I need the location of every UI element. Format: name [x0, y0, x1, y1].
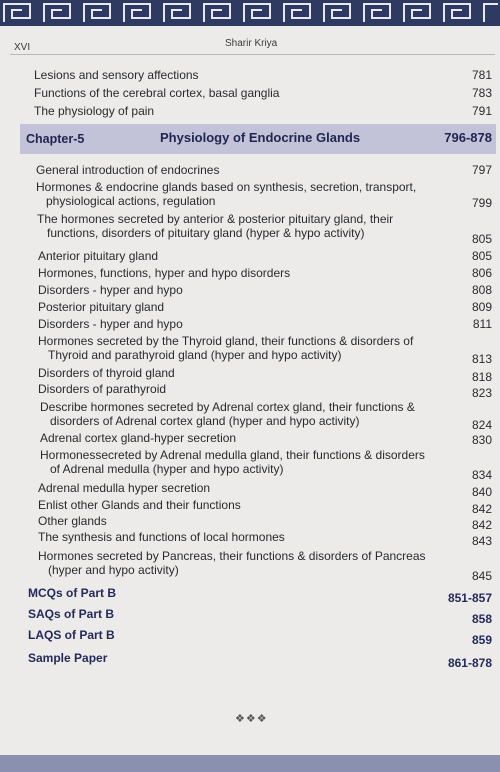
toc-entry-title-continued: (hyper and hypo activity) [48, 563, 179, 577]
toc-entry-title: Disorders - hyper and hypo [38, 283, 183, 297]
toc-entry-page: 824 [471, 418, 492, 432]
toc-entry-title-continued: functions, disorders of pituitary gland (hyper & hypo activity) [47, 226, 365, 240]
chapter-label: Chapter-5 [26, 132, 85, 146]
toc-entry-page: 845 [471, 569, 492, 583]
decorative-border [0, 0, 500, 26]
toc-entry-title: General introduction of endocrines [36, 163, 220, 177]
toc-entry-page: 858 [471, 612, 492, 626]
toc-entry-title: The physiology of pain [34, 104, 155, 118]
toc-entry-page: 783 [471, 86, 492, 100]
page-number: XVI [14, 42, 31, 53]
toc-entry-title: Other glands [38, 514, 107, 528]
chapter-heading [20, 124, 496, 154]
toc-entry-title: Adrenal medulla hyper secretion [38, 481, 211, 495]
header-rule [10, 54, 495, 55]
toc-entry-title: Enlist other Glands and their functions [38, 498, 241, 512]
book-title: Sharir Kriya [225, 38, 278, 49]
toc-entry-page: 859 [471, 633, 492, 647]
toc-entry-title: Hormones, functions, hyper and hypo disorders [38, 266, 291, 280]
toc-entry-page: 818 [471, 370, 492, 384]
toc-entry-title: Disorders - hyper and hypo [38, 317, 183, 331]
toc-entry-page: 843 [471, 534, 492, 548]
toc-entry-title: Hormonessecreted by Adrenal medulla gland, their functions & disorders [40, 448, 425, 462]
toc-entry-title: Disorders of parathyroid [38, 382, 167, 396]
toc-entry-page: 809 [471, 300, 492, 314]
bottom-shadow-band [0, 755, 500, 772]
toc-entry-page: 842 [471, 518, 492, 532]
greek-key-pattern [0, 0, 500, 26]
toc-entry-title: Posterior pituitary gland [38, 300, 165, 314]
toc-entry-page: 830 [471, 433, 492, 447]
toc-entry-page: 797 [471, 163, 492, 177]
running-head [0, 30, 500, 52]
toc-entry-title: SAQs of Part B [28, 607, 115, 621]
chapter-title: Physiology of Endocrine Glands [160, 130, 361, 145]
toc-entry-page: 805 [471, 249, 492, 263]
toc-entry-page: 806 [471, 266, 492, 280]
toc-entry-title: The synthesis and functions of local hormones [38, 530, 285, 544]
toc-entry-page: 791 [471, 104, 492, 118]
toc-entry-page: 813 [471, 352, 492, 366]
toc-entry-title-continued: Thyroid and parathyroid gland (hyper and hypo activity) [48, 348, 342, 362]
toc-entry-title: Hormones & endocrine glands based on synthesis, secretion, transport, [36, 180, 417, 194]
toc-entry-page: 861-878 [447, 656, 492, 670]
toc-entry-title: The hormones secreted by anterior & posterior pituitary gland, their [37, 212, 394, 226]
toc-entry-title: Functions of the cerebral cortex, basal ganglia [34, 86, 280, 100]
end-ornament: ❖❖❖ [235, 713, 268, 725]
toc-entry-title: LAQS of Part B [28, 628, 115, 642]
toc-entry-title-continued: of Adrenal medulla (hyper and hypo activity) [50, 462, 284, 476]
toc-entry-page: 781 [471, 68, 492, 82]
toc-entry-title-continued: physiological actions, regulation [46, 194, 216, 208]
toc-entry-title: Hormones secreted by Pancreas, their functions & disorders of Pancreas [38, 549, 426, 563]
toc-entry-page: 851-857 [447, 591, 492, 605]
chapter-page-range: 796-878 [444, 130, 492, 145]
toc-entry-page: 842 [471, 502, 492, 516]
toc-entry-page: 823 [471, 386, 492, 400]
toc-entry-title: Lesions and sensory affections [34, 68, 199, 82]
toc-entry-page: 808 [471, 283, 492, 297]
toc-entry-title: Describe hormones secreted by Adrenal cortex gland, their functions & [40, 400, 415, 414]
toc-entry-title: Anterior pituitary gland [38, 249, 159, 263]
toc-entry-page: 805 [471, 232, 492, 246]
toc-entry-title: Hormones secreted by the Thyroid gland, their functions & disorders of [38, 334, 414, 348]
toc-entry-title: Sample Paper [28, 651, 108, 665]
toc-entry-page: 834 [471, 468, 492, 482]
toc-entry-title-continued: disorders of Adrenal cortex gland (hyper and hypo activity) [50, 414, 360, 428]
toc-entry-page: 840 [471, 485, 492, 499]
toc-entry-page: 811 [472, 317, 492, 331]
toc-entry-title: Adrenal cortex gland-hyper secretion [40, 431, 237, 445]
toc-entry-page: 799 [471, 196, 492, 210]
toc-entry-title: Disorders of thyroid gland [38, 366, 175, 380]
toc-entry-title: MCQs of Part B [28, 586, 117, 600]
